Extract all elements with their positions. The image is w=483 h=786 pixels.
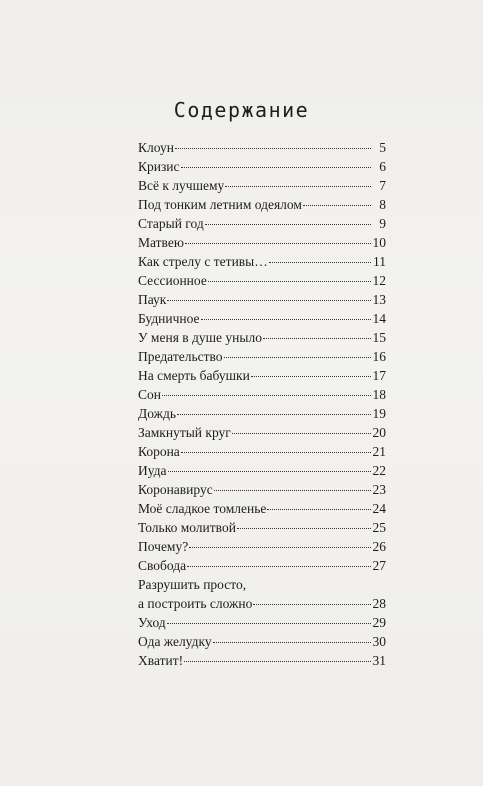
toc-entry-title: Уход [138,615,166,630]
toc-entry-title: Хватит! [138,653,184,668]
dot-leader [162,395,371,396]
dot-leader [213,642,371,643]
toc-entry-title: Свобода [138,558,187,573]
dot-leader [263,338,371,339]
toc-entry [138,157,386,176]
toc-entry-title: Как стрелу с тетивы… [138,254,268,269]
toc-entry [138,195,386,214]
toc-entry [138,214,386,233]
dot-leader [201,319,371,320]
toc-entry-title: Моё сладкое томленье [138,501,267,516]
toc-page-number: 8 [379,197,386,212]
toc-entry-title: Иуда [138,463,167,478]
toc-entry [138,575,386,613]
toc-entry-title: Ода желудку [138,634,212,649]
dot-leader [251,376,371,377]
toc-page-number: 27 [372,558,386,573]
dot-leader [167,300,371,301]
toc-page-number: 22 [372,463,386,478]
toc-entry [138,290,386,309]
toc-page-number: 30 [372,634,386,649]
dot-leader [225,186,371,187]
toc-page-number: 17 [372,368,386,383]
dot-leader [237,528,371,529]
toc-page-number: 21 [372,444,386,459]
toc-entry-title: У меня в душе уныло [138,330,262,345]
toc-entry [138,271,386,290]
toc-entry-title-continued: а построить сложно [138,596,253,611]
toc-entry-title: Замкнутый круг [138,425,231,440]
toc-page-number: 10 [372,235,386,250]
dot-leader [184,661,371,662]
dot-leader [168,471,371,472]
dot-leader [303,205,371,206]
toc-page-number: 23 [372,482,386,497]
page-title: Содержание [173,98,310,122]
toc-entry [138,613,386,632]
toc-entry-title: Под тонким летним одеялом [138,197,302,212]
toc-entry [138,480,386,499]
toc-entry-title: Будничное [138,311,200,326]
toc-page-number: 11 [373,254,386,269]
toc-entry-title: На смерть бабушки [138,368,250,383]
toc-entry [138,518,386,537]
toc-page-number: 28 [372,596,386,611]
toc-entry [138,138,386,157]
toc-entry [138,385,386,404]
toc-entry [138,309,386,328]
toc-entry-title: Сессионное [138,273,207,288]
toc-entry-title: Предательство [138,349,223,364]
toc-page-number: 6 [379,159,386,174]
toc-entry-title: Сон [138,387,161,402]
toc-page-number: 15 [372,330,386,345]
toc-page-number: 7 [379,178,386,193]
toc-entry-title: Корона [138,444,180,459]
toc-entry [138,537,386,556]
toc-entry-title: Паук [138,292,167,307]
toc-entry [138,176,386,195]
toc-entry [138,423,386,442]
toc-entry-title: Клоун [138,140,174,155]
toc-entry-title: Всё к лучшему [138,178,225,193]
dot-leader [205,224,371,225]
toc-page-number: 9 [379,216,386,231]
toc-entry [138,461,386,480]
dot-leader [175,148,371,149]
toc-entry-title: Старый год [138,216,204,231]
toc-page-number: 26 [372,539,386,554]
toc-entry-title: Разрушить просто, [138,577,247,592]
toc-page-number: 16 [372,349,386,364]
toc-page-number: 13 [372,292,386,307]
dot-leader [189,547,371,548]
dot-leader [167,623,371,624]
dot-leader [177,414,371,415]
toc-entry [138,499,386,518]
dot-leader [269,262,371,263]
toc-entry [138,556,386,575]
toc-entry [138,252,386,271]
toc-page-number: 19 [372,406,386,421]
toc-page-number: 29 [372,615,386,630]
dot-leader [267,509,371,510]
toc-entry-title: Кризис [138,159,180,174]
toc-page-number: 31 [372,653,386,668]
toc-entry-title: Матвею [138,235,184,250]
dot-leader [224,357,371,358]
toc-entry [138,328,386,347]
toc-page-number: 5 [379,140,386,155]
toc-page-number: 12 [372,273,386,288]
toc-entry [138,404,386,423]
toc-entry [138,651,386,670]
dot-leader [214,490,371,491]
dot-leader [187,566,371,567]
toc-entry [138,632,386,651]
toc-entry-title: Дождь [138,406,176,421]
dot-leader [232,433,371,434]
toc-page-number: 20 [372,425,386,440]
toc-page-number: 14 [372,311,386,326]
dot-leader [181,452,371,453]
toc-entry [138,233,386,252]
toc-entry [138,347,386,366]
toc-page-number: 18 [372,387,386,402]
dot-leader [181,167,371,168]
toc-entry-title: Почему? [138,539,189,554]
dot-leader [208,281,371,282]
dot-leader [185,243,371,244]
toc-entry [138,442,386,461]
toc-entry-title: Коронавирус [138,482,213,497]
toc-page-number: 24 [372,501,386,516]
toc-entry [138,366,386,385]
toc-entry-title: Только молитвой [138,520,236,535]
dot-leader [253,604,371,605]
table-of-contents [138,138,386,670]
toc-page-number: 25 [372,520,386,535]
